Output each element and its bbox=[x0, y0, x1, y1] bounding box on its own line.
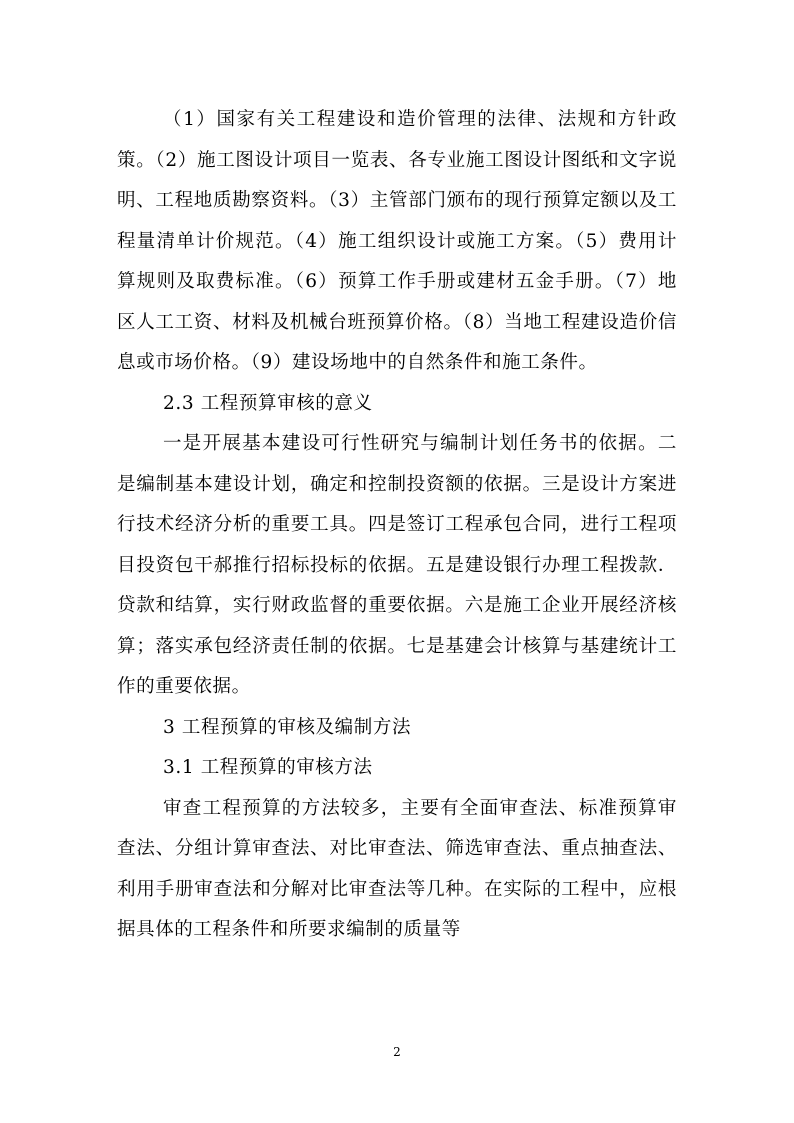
body-paragraph-significance: 一是开展基本建设可行性研究与编制计划任务书的依据。二是编制基本建设计划，确定和控制投资额的依据。三是设计方案进行技术经济分析的重要工具。四是签订工程承包合同，进行工程项目投资包干郝推行招标投标的依据。五是建设银行办理工程拨款．贷款和结算，实行财政监督的重要依据。六是施工企业开展经济核算；落实承包经济责任制的依据。七是基建会计核算与基建统计工作的重要依据。 bbox=[117, 433, 677, 697]
section-heading-2-3: 2.3 工程预算审核的意义 bbox=[163, 392, 373, 414]
page-number: 2 bbox=[393, 1045, 401, 1059]
section-heading-3: 3 工程预算的审核及编制方法 bbox=[163, 716, 412, 738]
document-page bbox=[117, 100, 677, 951]
section-heading-3-1: 3.1 工程预算的审核方法 bbox=[163, 757, 373, 778]
body-paragraph-methods: 审查工程预算的方法较多，主要有全面审查法、标准预算审查法、分组计算审查法、对比审查法、筛选审查法、重点抽查法、利用手册审查法和分解对比审查法等几种。在实际的工程中，应根据具体的工程条件和所要求编制的质量等 bbox=[117, 797, 677, 940]
body-paragraph-basis-list: （1）国家有关工程建设和造价管理的法律、法规和方针政策。（2）施工图设计项目一览表、各专业施工图设计图纸和文字说明、工程地质勘察资料。（3）主管部门颁布的现行预算定额以及工程量清单计价规范。（4）施工组织设计或施工方案。（5）费用计算规则及取费标准。（6）预算工作手册或建材五金手册。（7）地区人工工资、材料及机械台班预算价格。（8）当地工程建设造价信息或市场价格。（9）建设场地中的自然条件和施工条件。 bbox=[117, 109, 677, 373]
